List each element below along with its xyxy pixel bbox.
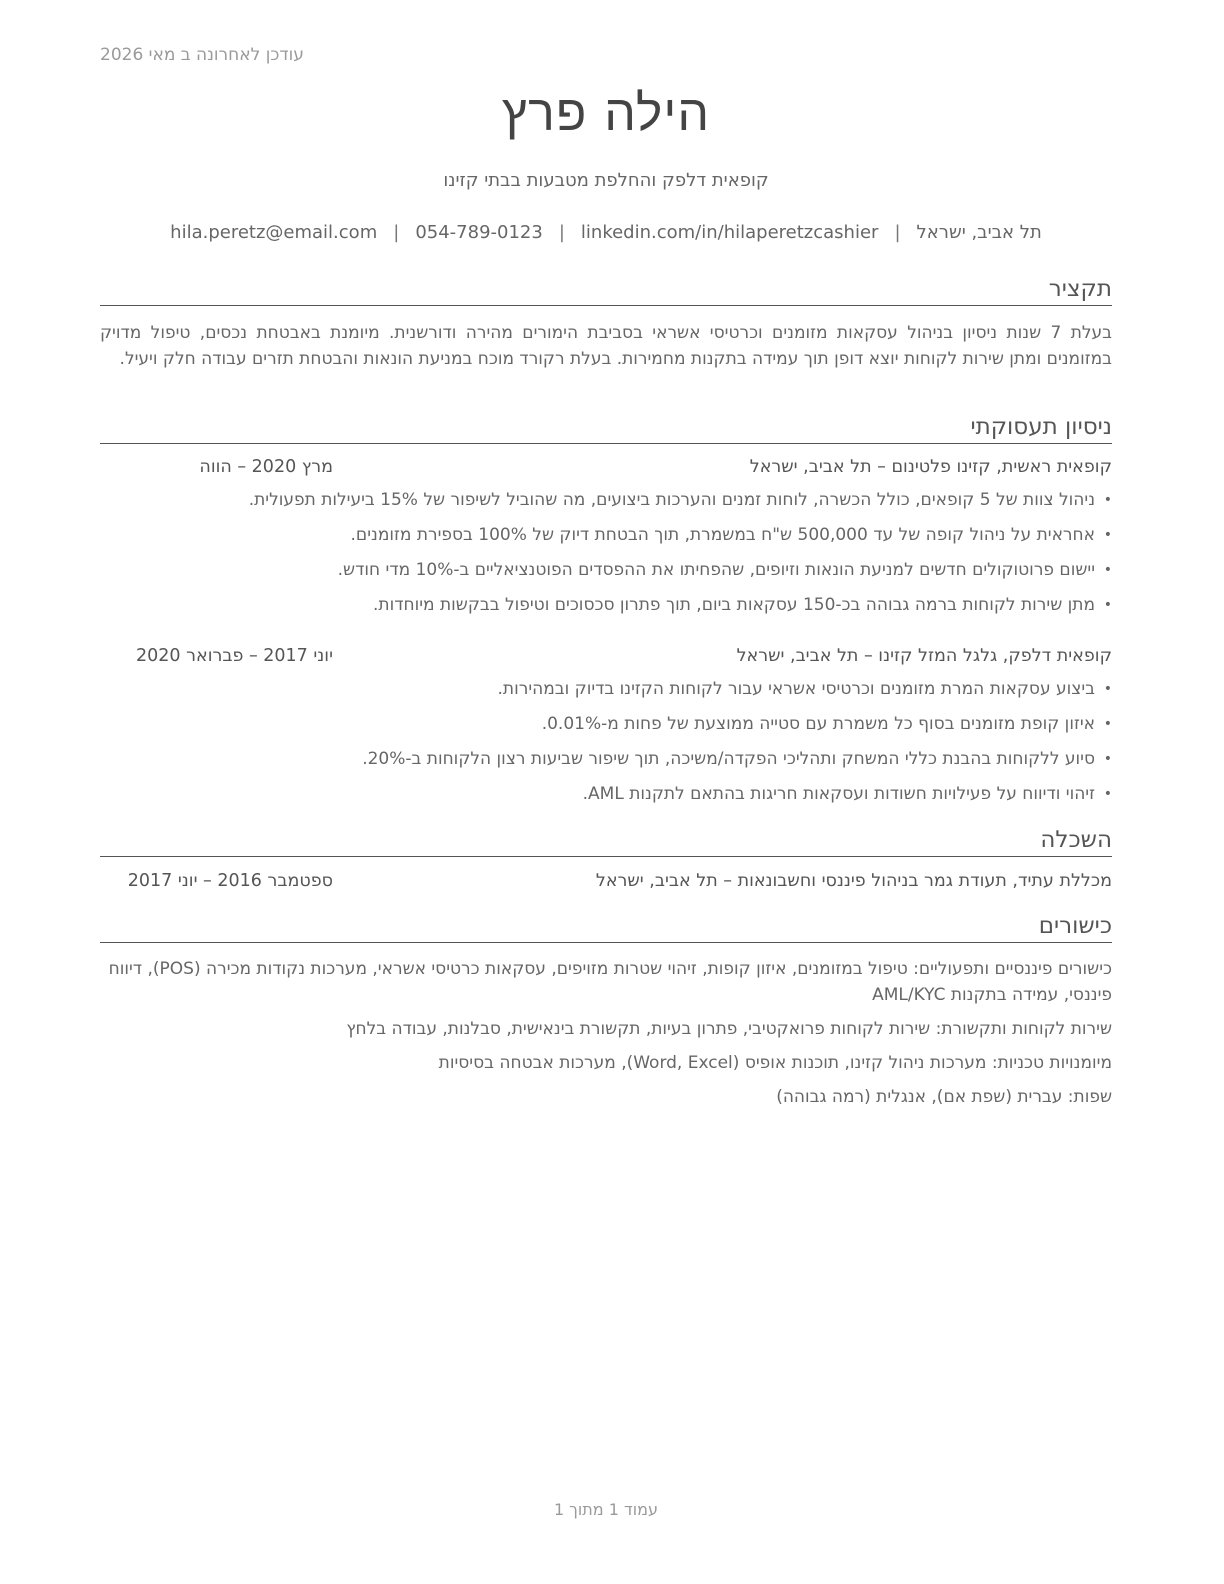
list-item [100,712,1112,747]
job-bullets [100,677,1112,817]
job-dates: יוני 2017 – פברואר 2020 [136,646,333,666]
education-dates: ספטמבר 2016 – יוני 2017 [127,871,333,891]
bullet-text: יישום פרוטוקולים חדשים למניעת הונאות וזיופים, שהפחיתו את ההפסדים הפוטנציאליים ב-10% מדי חודש. [337,560,1095,580]
skill-line-languages: שפות: עברית (שפת אם), אנגלית (רמה גבוהה) [776,1087,1112,1107]
summary-heading: תקציר [100,275,1112,306]
bullet-icon: • [1103,562,1112,578]
summary-text: בעלת 7 שנות ניסיון בניהול עסקאות מזומנים וכרטיסי אשראי בסביבת הימורים מהירה ודורשנית. מיומנת באבטחת נכסים, טיפול מדויק במזומנים ומתן שירות לקוחות יוצא דופן תוך עמידה בתקנות מחמירות. בעלת רקורד מוכח במניעת הונאות והבטחת תזרים עבודה חלק ויעיל. [100,323,1112,369]
bullet-text: ניהול צוות של 5 קופאים, כולל הכשרה, לוחות זמנים והערכות ביצועים, מה שהוביל לשיפור של 15% ביעילות תפעולית. [248,490,1095,510]
bullet-icon: • [1103,681,1112,697]
job-bullets [100,488,1112,628]
contact-separator: | [894,222,901,243]
contact-phone: 054-789-0123 [415,222,543,243]
contact-separator: | [558,222,565,243]
bullet-icon: • [1103,786,1112,802]
bullet-icon: • [1103,597,1112,613]
list-item [100,747,1112,782]
contact-linkedin-link[interactable]: linkedin.com/in/hilaperetzcashier [580,222,879,243]
education-entry [100,871,1112,895]
bullet-icon: • [1103,716,1112,732]
page-number: עמוד 1 מתוך 1 [554,1500,658,1519]
job-title: קופאית ראשית, קזינו פלטינום – תל אביב, ישראל [749,457,1112,477]
contact-location: תל אביב, ישראל [916,222,1042,243]
job-dates: מרץ 2020 – הווה [199,457,333,477]
job-header [100,457,1112,481]
skill-line-technical: מיומנויות טכניות: מערכות ניהול קזינו, תוכנות אופיס (Word, Excel), מערכות אבטחה בסיסיות [438,1053,1112,1073]
list-item [100,593,1112,628]
bullet-text: אחראית על ניהול קופה של עד 500,000 ש"ח במשמרת, תוך הבטחת דיוק של 100% בספירת מזומנים. [350,525,1095,545]
bullet-text: ביצוע עסקאות המרת מזומנים וכרטיסי אשראי עבור לקוחות הקזינו בדיוק ובמהירות. [497,679,1095,699]
contact-separator: | [393,222,400,243]
bullet-text: מתן שירות לקוחות ברמה גבוהה בכ-150 עסקאות ביום, תוך פתרון סכסוכים וטיפול בבקשות מיוחדות. [373,595,1095,615]
candidate-title: קופאית דלפק והחלפת מטבעות בבתי קזינו [443,170,769,191]
education-heading: השכלה [100,826,1112,857]
contact-email-link[interactable]: hila.peretz@email.com [170,222,378,243]
bullet-text: זיהוי ודיווח על פעילויות חשודות ועסקאות חריגות בהתאם לתקנות AML. [582,784,1095,804]
skill-line-customer-service: שירות לקוחות ותקשורת: שירות לקוחות פרואקטיבי, פתרון בעיות, תקשורת בינאישית, סבלנות, עבודה בלחץ [346,1019,1112,1039]
list-item [100,677,1112,712]
job-title: קופאית דלפק, גלגל המזל קזינו – תל אביב, ישראל [736,646,1112,666]
candidate-name: הילה פרץ [501,84,711,142]
list-item [100,488,1112,523]
experience-heading: ניסיון תעסוקתי [100,413,1112,444]
list-item [100,523,1112,558]
bullet-text: סיוע ללקוחות בהבנת כללי המשחק ותהליכי הפקדה/משיכה, תוך שיפור שביעות רצון הלקוחות ב-20%. [362,749,1095,769]
list-item [100,782,1112,817]
bullet-icon: • [1103,492,1112,508]
skill-line-financial: כישורים פיננסיים ותפעוליים: טיפול במזומנים, איזון קופות, זיהוי שטרות מזויפים, עסקאות כרטיסי אשראי, מערכות נקודות מכירה (POS), דיווח פיננסי, עמידה בתקנות AML/KYC [108,959,1112,1005]
education-title: מכללת עתיד, תעודת גמר בניהול פיננסי וחשבונאות – תל אביב, ישראל [595,871,1112,891]
bullet-icon: • [1103,527,1112,543]
bullet-icon: • [1103,751,1112,767]
bullet-text: איזון קופת מזומנים בסוף כל משמרת עם סטייה ממוצעת של פחות מ-0.01%. [541,714,1095,734]
skills-heading: כישורים [100,912,1112,943]
resume-page [100,0,1112,1584]
job-header [100,646,1112,670]
list-item [100,558,1112,593]
skills-list [100,956,1112,1118]
contact-line [100,222,1112,243]
last-updated-label: עודכן לאחרונה ב מאי 2026 [100,45,304,65]
